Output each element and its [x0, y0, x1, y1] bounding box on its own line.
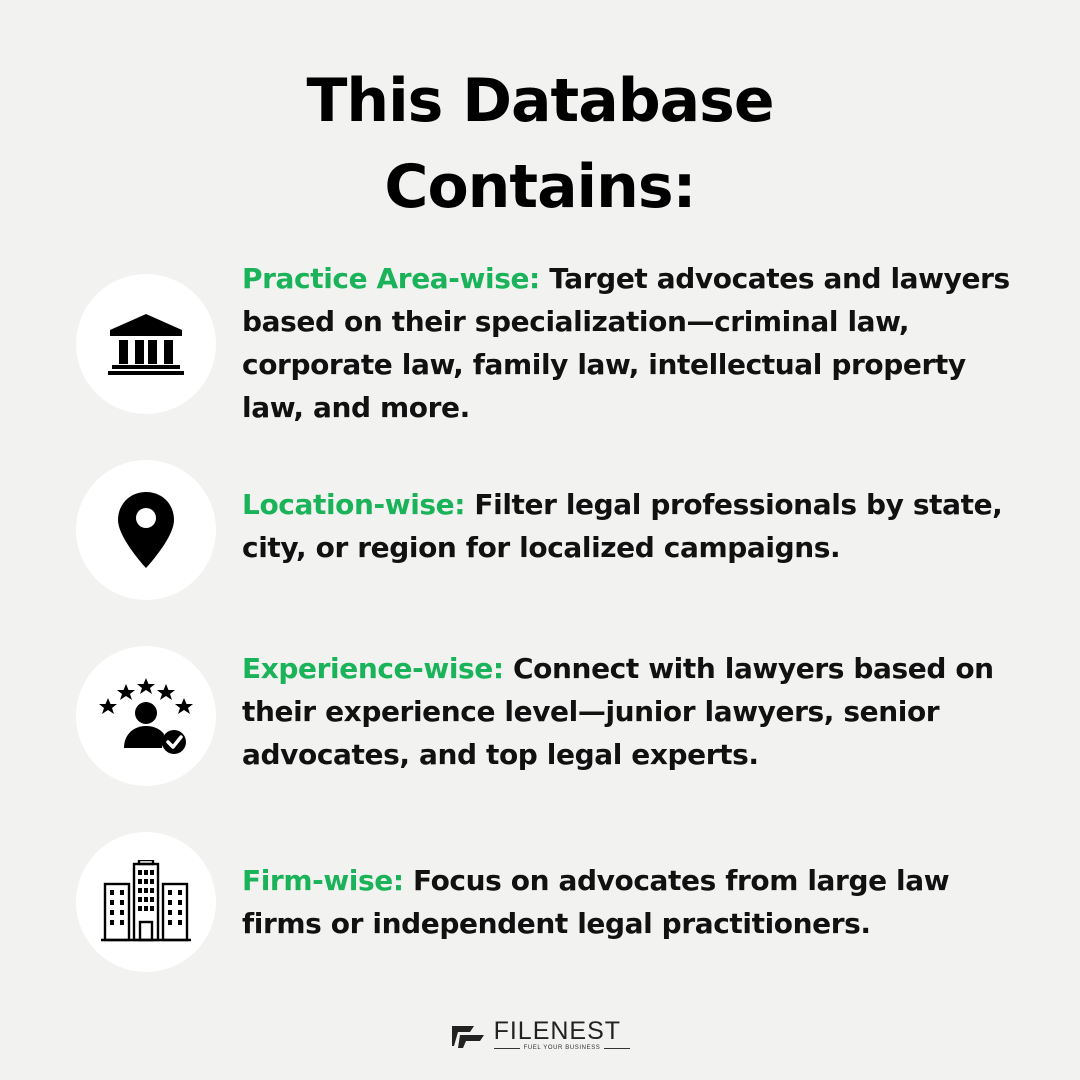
- feature-body: Connect with lawyers based on their experience level—junior lawyers, senior advocates, and top legal experts.: [242, 652, 994, 771]
- brand-logo: [0, 1017, 1080, 1051]
- feature-highlight: Firm-wise:: [242, 864, 404, 897]
- feature-highlight: Location-wise:: [242, 488, 466, 521]
- page-title: [0, 58, 1080, 230]
- feature-highlight: Practice Area-wise:: [242, 262, 540, 295]
- icon-circle: [76, 646, 216, 786]
- icon-circle: [76, 274, 216, 414]
- feature-highlight: Experience-wise:: [242, 652, 504, 685]
- rated-user-icon: [96, 676, 196, 756]
- office-buildings-icon: [101, 860, 191, 944]
- tagline-rule-right: [604, 1048, 630, 1049]
- brand-tagline-row: [494, 1045, 631, 1051]
- icon-circle: [76, 460, 216, 600]
- title-line-2: Contains:: [384, 152, 696, 222]
- courthouse-icon: [106, 312, 186, 376]
- brand-tagline: FUEL YOUR BUSINESS: [523, 1045, 601, 1051]
- location-pin-icon: [116, 490, 176, 570]
- feature-text: [242, 647, 1032, 776]
- feature-body: Filter legal professionals by state, city, or region for localized campaigns.: [242, 488, 1003, 564]
- feature-text: [242, 483, 1032, 569]
- icon-circle: [76, 832, 216, 972]
- feature-text: [242, 257, 1032, 429]
- brand-name: FILENEST: [493, 1017, 622, 1045]
- title-line-1: This Database: [306, 66, 774, 136]
- filenest-logo-icon: [450, 1022, 486, 1050]
- tagline-rule-left: [494, 1048, 520, 1049]
- feature-body: Focus on advocates from large law firms or independent legal practitioners.: [242, 864, 950, 940]
- feature-text: [242, 859, 1032, 945]
- feature-body: Target advocates and lawyers based on their specialization—criminal law, corporate law, family law, intellectual property law, and more.: [242, 262, 1010, 424]
